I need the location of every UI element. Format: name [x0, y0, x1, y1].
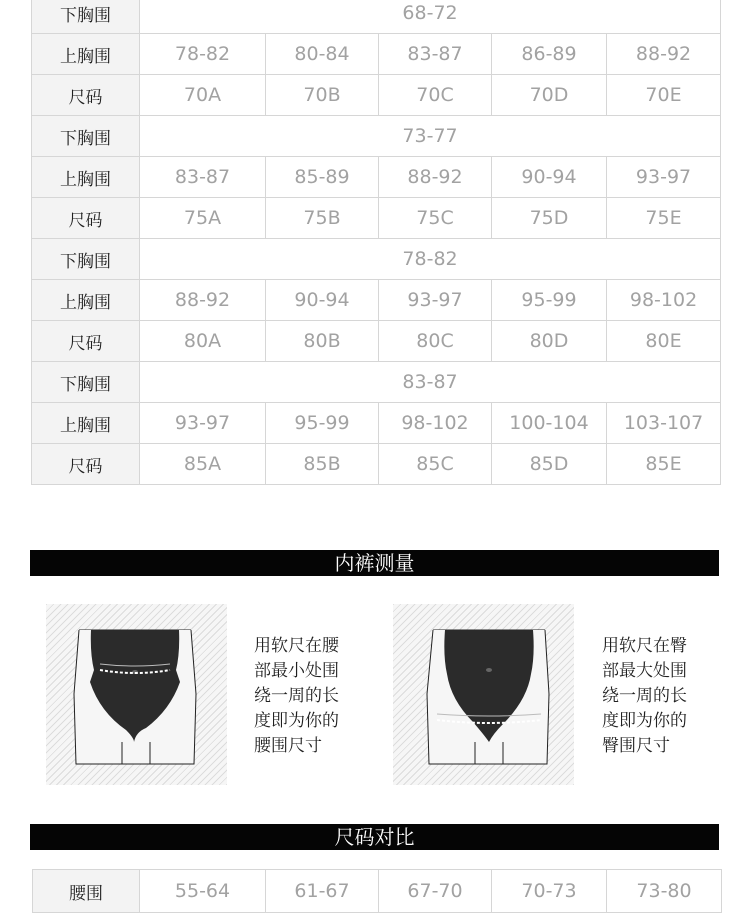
size-value: 80B — [266, 321, 379, 362]
size-value: 75C — [379, 198, 492, 239]
size-value: 85E — [607, 444, 721, 485]
upper-bust-row — [32, 403, 721, 444]
size-row — [32, 321, 721, 362]
size-value: 75E — [607, 198, 721, 239]
size-value: 75D — [492, 198, 607, 239]
size-label: 尺码 — [32, 444, 140, 485]
size-row — [32, 444, 721, 485]
size-value: 70B — [266, 75, 379, 116]
upper-bust-value: 78-82 — [140, 34, 266, 75]
hip-measure-text: 用软尺在臀 部最大处围 绕一周的长 度即为你的 臀围尺寸 — [602, 636, 687, 756]
under-bust-label: 下胸围 — [32, 0, 140, 34]
upper-bust-label: 上胸围 — [32, 403, 140, 444]
upper-bust-value: 90-94 — [266, 280, 379, 321]
waist-value: 73-80 — [607, 870, 722, 913]
size-value: 85C — [379, 444, 492, 485]
under-bust-row — [32, 362, 721, 403]
upper-bust-value: 86-89 — [492, 34, 607, 75]
upper-bust-value: 98-102 — [379, 403, 492, 444]
size-value: 80C — [379, 321, 492, 362]
size-value: 70D — [492, 75, 607, 116]
size-value: 70C — [379, 75, 492, 116]
size-value: 85A — [140, 444, 266, 485]
waist-row — [33, 870, 722, 913]
waist-label: 腰围 — [33, 870, 140, 913]
upper-bust-label: 上胸围 — [32, 280, 140, 321]
waist-value: 55-64 — [140, 870, 266, 913]
size-value: 85B — [266, 444, 379, 485]
size-value: 80D — [492, 321, 607, 362]
size-value: 75B — [266, 198, 379, 239]
under-bust-range: 73-77 — [140, 116, 721, 157]
upper-bust-value: 80-84 — [266, 34, 379, 75]
upper-bust-value: 95-99 — [492, 280, 607, 321]
bra-size-table — [31, 0, 721, 485]
size-value: 80E — [607, 321, 721, 362]
under-bust-label: 下胸围 — [32, 362, 140, 403]
upper-bust-value: 95-99 — [266, 403, 379, 444]
size-value: 75A — [140, 198, 266, 239]
under-bust-row — [32, 116, 721, 157]
panty-measurement-banner — [30, 550, 719, 576]
size-compare-table — [32, 869, 722, 913]
upper-bust-value: 93-97 — [140, 403, 266, 444]
upper-bust-value: 85-89 — [266, 157, 379, 198]
size-row — [32, 75, 721, 116]
under-bust-range: 83-87 — [140, 362, 721, 403]
size-value: 80A — [140, 321, 266, 362]
size-value: 70A — [140, 75, 266, 116]
size-compare-banner — [30, 824, 719, 850]
under-bust-row — [32, 239, 721, 280]
waist-value: 67-70 — [379, 870, 492, 913]
size-row — [32, 198, 721, 239]
upper-bust-label: 上胸围 — [32, 157, 140, 198]
size-value: 85D — [492, 444, 607, 485]
upper-bust-value: 90-94 — [492, 157, 607, 198]
under-bust-range: 78-82 — [140, 239, 721, 280]
upper-bust-row — [32, 157, 721, 198]
size-label: 尺码 — [32, 321, 140, 362]
panty-section-title: 内裤测量 — [334, 551, 415, 575]
under-bust-label: 下胸围 — [32, 239, 140, 280]
under-bust-label: 下胸围 — [32, 116, 140, 157]
size-value: 70E — [607, 75, 721, 116]
upper-bust-value: 83-87 — [140, 157, 266, 198]
waist-value: 61-67 — [266, 870, 379, 913]
upper-bust-value: 98-102 — [607, 280, 721, 321]
hip-measure-illustration — [393, 604, 574, 785]
upper-bust-value: 103-107 — [607, 403, 721, 444]
upper-bust-value: 88-92 — [607, 34, 721, 75]
size-label: 尺码 — [32, 75, 140, 116]
under-bust-row — [32, 0, 721, 34]
waist-measure-text: 用软尺在腰 部最小处围 绕一周的长 度即为你的 腰围尺寸 — [254, 636, 339, 756]
compare-section-title: 尺码对比 — [334, 825, 415, 849]
size-label: 尺码 — [32, 198, 140, 239]
under-bust-range: 68-72 — [140, 0, 721, 34]
upper-bust-value: 100-104 — [492, 403, 607, 444]
waist-value: 70-73 — [492, 870, 607, 913]
upper-bust-value: 93-97 — [607, 157, 721, 198]
upper-bust-value: 88-92 — [140, 280, 266, 321]
upper-bust-row — [32, 34, 721, 75]
upper-bust-value: 93-97 — [379, 280, 492, 321]
upper-bust-value: 83-87 — [379, 34, 492, 75]
upper-bust-label: 上胸围 — [32, 34, 140, 75]
upper-bust-row — [32, 280, 721, 321]
upper-bust-value: 88-92 — [379, 157, 492, 198]
waist-measure-illustration — [46, 604, 227, 785]
